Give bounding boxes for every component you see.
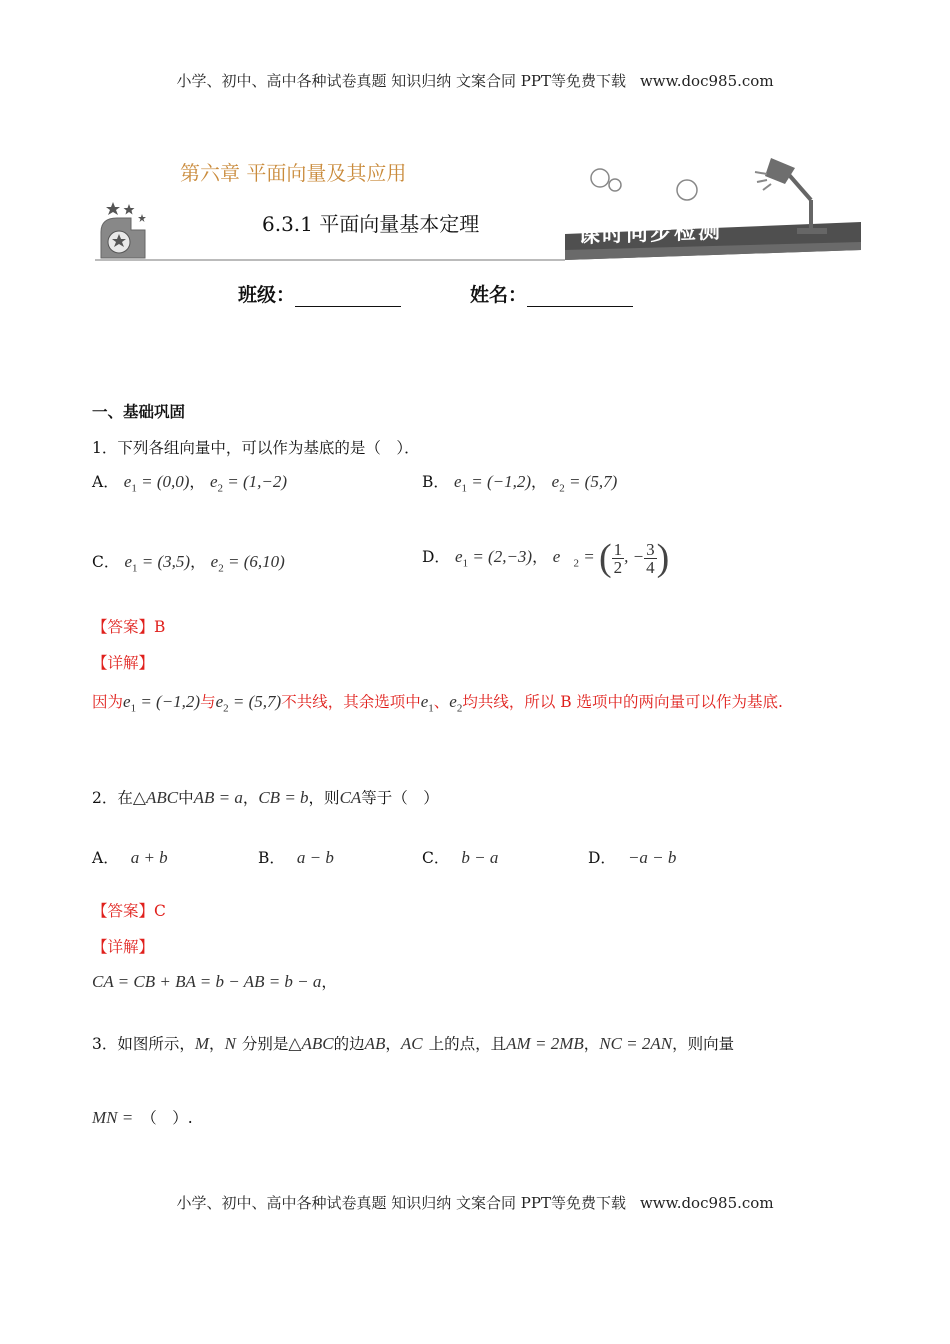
lamp-icon (755, 158, 827, 234)
q2-option-d[interactable]: D． −a − b (588, 848, 677, 867)
q2-option-b[interactable]: B． a − b (258, 848, 334, 867)
q1-c-vec1: $e_1 = (3,5)$ (124, 552, 191, 575)
q1-explain: 因为$e_1 = (-1,2)$与$e_2 = (5,7)$不共线，其余选项中$e_1$、$e_2$均共线，所以 B 选项中的两向量可以作为基底. (92, 692, 783, 715)
q1-c-vec2: $e_2 = (6,10)$ (210, 552, 285, 575)
name-blank[interactable] (527, 288, 633, 307)
footer-site: www.doc985.com (639, 1194, 774, 1212)
section-title: 一、基础巩固 (92, 402, 186, 421)
q1-option-d[interactable]: D． $e_1 = (2,-3)$， $e⃗_2$ = ( $\frac{1}{2}$ , − $\frac{3}{4}$ ) (422, 537, 670, 580)
q1-stem: 1．下列各组向量中，可以作为基底的是（ ）． (92, 439, 420, 457)
name-label: 姓名： (470, 284, 528, 306)
q2-explain: CA = CB + BA = b − AB = b − a， (92, 972, 337, 991)
q1-a-vec2: $e_2 = (1,-2)$ (210, 472, 288, 495)
q1-b-vec1: $e_1 = (-1,2)$ (453, 472, 532, 495)
star-icon (138, 214, 146, 222)
q2-stem: 2．在△ABC中AB = a，CB = b，则CA等于（ ） (92, 788, 439, 807)
q1-detail-label: 【详解】 (92, 654, 155, 672)
q1-option-a[interactable]: A． $e_1 = (0,0)$， $e_2 = (1,-2)$ (92, 472, 288, 495)
class-blank[interactable] (295, 288, 401, 307)
class-label: 班级： (238, 284, 296, 306)
star-icon (106, 202, 120, 215)
q1-exp-vec1: $e_1 = (-1,2)$ (123, 692, 201, 715)
page-footer (0, 1192, 950, 1213)
q1-a-vec1: $e_1 = (0,0)$ (123, 472, 190, 495)
q3-stem-2: MN = （ ）. (92, 1108, 193, 1127)
star-icon (124, 204, 135, 215)
q1-option-c[interactable]: C． $e_1 = (3,5)$， $e_2 = (6,10)$ (92, 552, 285, 575)
q2-detail-label: 【详解】 (92, 938, 155, 956)
page-header (0, 70, 950, 91)
q2-option-c[interactable]: C． b − a (422, 848, 499, 867)
lesson-title: 6.3.1 平面向量基本定理 (262, 212, 480, 236)
q2-answer: 【答案】C (92, 902, 166, 920)
badge-text: 课时同步检测 (578, 217, 723, 249)
chapter-title: 第六章 平面向量及其应用 (180, 161, 407, 185)
q2-option-a[interactable]: A． a + b (92, 848, 168, 867)
header-text: 小学、初中、高中各种试卷真题 知识归纳 文案合同 PPT等免费下载 (176, 72, 626, 90)
q1-d-vec1: $e_1 = (2,-3)$ (455, 547, 533, 570)
header-site: www.doc985.com (639, 72, 774, 90)
q1-option-b[interactable]: B． $e_1 = (-1,2)$， $e_2 = (5,7)$ (422, 472, 618, 495)
q1-answer: 【答案】B (92, 618, 166, 636)
q3-stem: 3．如图所示，M，N 分别是△ABC的边AB，AC 上的点，且AM = 2MB，NC = 2AN，则向量 (92, 1034, 735, 1053)
q1-b-vec2: $e_2 = (5,7)$ (551, 472, 618, 495)
q1-d-vec2: $e⃗_2$ = ( $\frac{1}{2}$ , − $\frac{3}{4}$ ) (552, 537, 670, 580)
footer-text: 小学、初中、高中各种试卷真题 知识归纳 文案合同 PPT等免费下载 (176, 1194, 626, 1212)
name-row (470, 280, 633, 307)
q1-exp-vec2: $e_2 = (5,7)$ (215, 692, 282, 715)
class-row (238, 280, 401, 307)
